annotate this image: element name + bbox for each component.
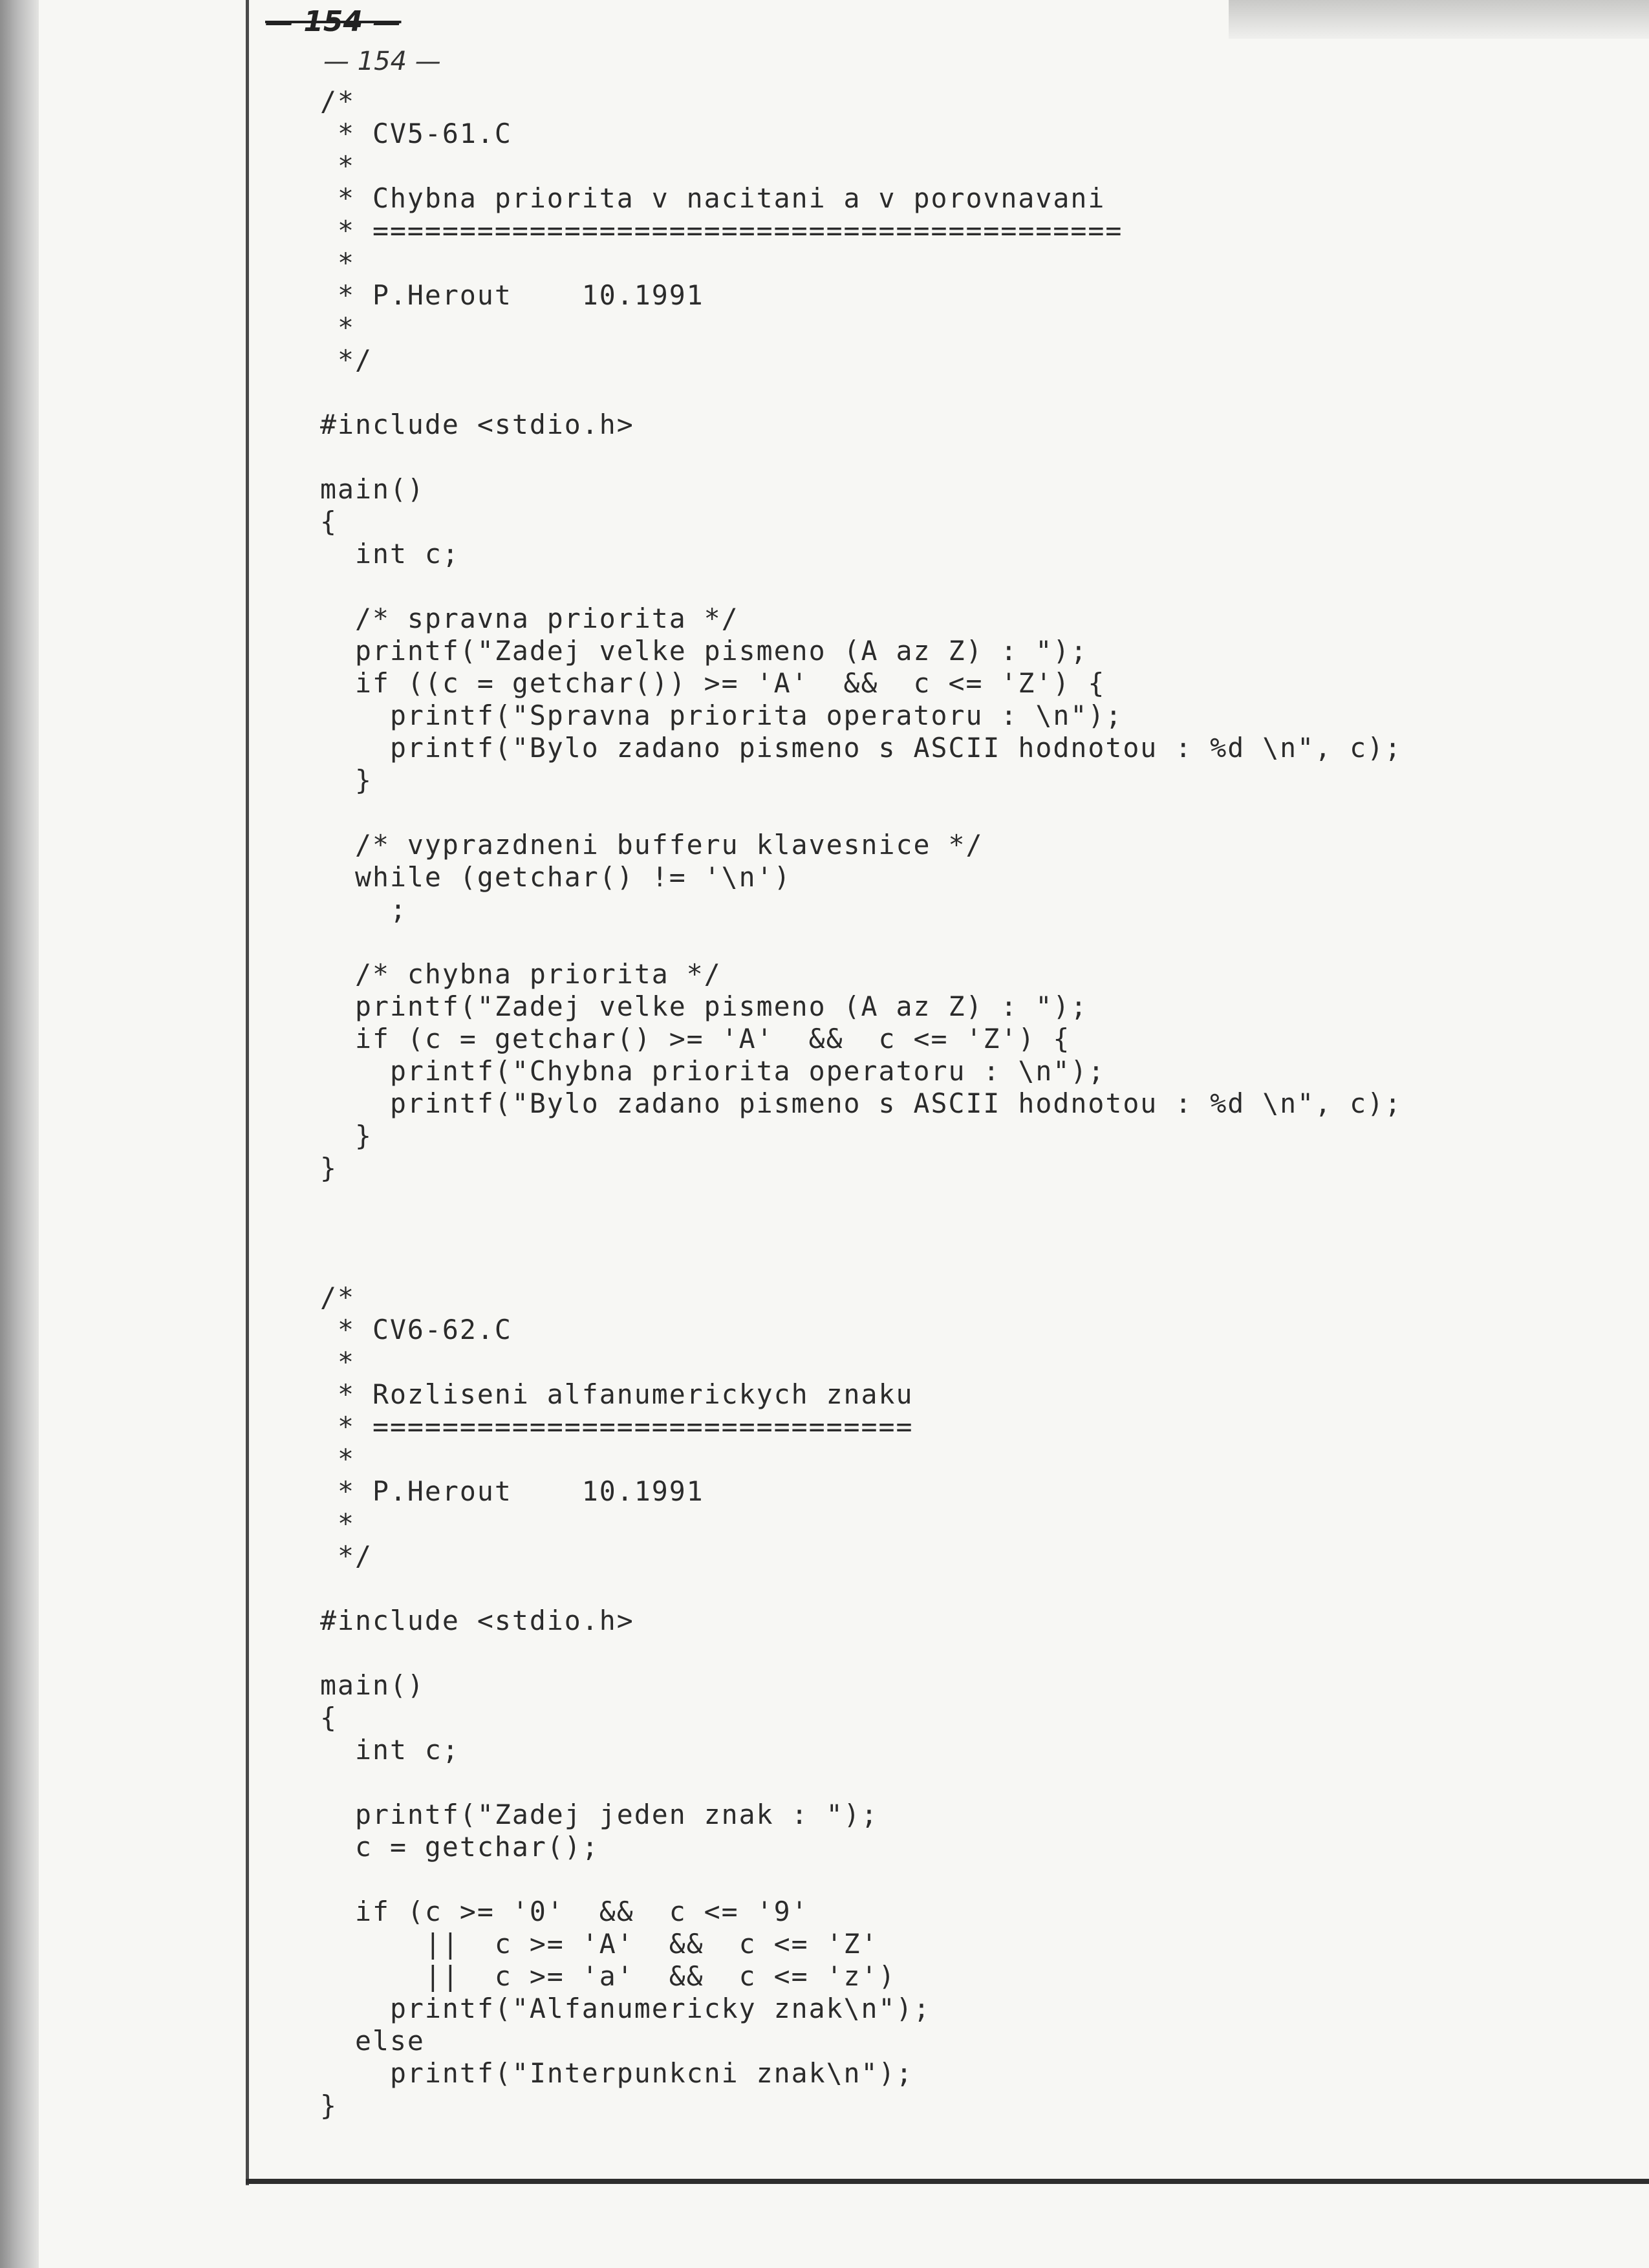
code-line: * CV6-62.C [320,1314,512,1345]
code-line: while (getchar() != '\n') [320,861,792,893]
code-line: main() [320,1669,425,1701]
code-line: } [320,764,372,796]
code-line [320,1766,1402,1799]
code-line: */ [320,1540,372,1572]
code-line: else [320,2025,425,2057]
code-line [320,1217,1402,1249]
code-line [320,1184,1402,1217]
code-line: * P.Herout 10.1991 [320,1475,704,1507]
code-line: { [320,1702,338,1733]
code-line: * [320,1443,355,1475]
code-line: if (c = getchar() >= 'A' && c <= 'Z') { [320,1023,1071,1054]
code-line: printf("Interpunkcni znak\n"); [320,2057,914,2089]
code-line: printf("Bylo zadano pismeno s ASCII hodnotou : %d \n", c); [320,732,1403,764]
code-line: int c; [320,1734,460,1766]
code-line: main() [320,473,425,505]
code-line: if ((c = getchar()) >= 'A' && c <= 'Z') { [320,667,1106,699]
code-line: */ [320,344,372,376]
code-line: int c; [320,538,460,570]
code-line: * [320,247,355,279]
code-line: printf("Bylo zadano pismeno s ASCII hodnotou : %d \n", c); [320,1087,1403,1119]
scanner-shadow-left [0,0,39,2268]
code-line: #include <stdio.h> [320,409,634,440]
printout-left-edge [246,0,249,2185]
scanner-shadow-top [1229,0,1649,39]
code-line: printf("Zadej jeden znak : "); [320,1799,879,1830]
page-number-struck: — 154 — [265,5,402,38]
code-line: || c >= 'A' && c <= 'Z' [320,1928,879,1960]
code-line: * P.Herout 10.1991 [320,279,704,311]
code-line: { [320,506,338,537]
code-line: * [320,150,355,182]
code-line [320,926,1402,958]
code-line: * Rozliseni alfanumerickych znaku [320,1378,914,1410]
code-line: * =============================== [320,1411,914,1442]
code-line [320,441,1402,473]
code-line: ; [320,893,407,925]
code-line: * CV5-61.C [320,118,512,149]
code-line [320,1637,1402,1669]
code-line: || c >= 'a' && c <= 'z') [320,1960,896,1992]
code-line: /* [320,1281,355,1313]
code-line [320,570,1402,603]
code-line: } [320,2090,338,2121]
code-line: /* vyprazdneni bufferu klavesnice */ [320,829,984,861]
code-line: printf("Alfanumericky znak\n"); [320,1993,931,2024]
code-line: * [320,1508,355,1539]
code-line: * Chybna priorita v nacitani a v porovnavani [320,182,1106,214]
code-line: printf("Zadej velke pismeno (A az Z) : "); [320,635,1088,667]
code-line: } [320,1120,372,1151]
code-line: * =========================================== [320,215,1123,246]
code-line: printf("Spravna priorita operatoru : \n"); [320,700,1123,731]
page-number: — 154 — [323,47,441,76]
code-line: * [320,312,355,343]
code-line: c = getchar(); [320,1831,599,1863]
code-line [320,376,1402,409]
code-line [320,1249,1402,1281]
code-line: } [320,1152,338,1184]
code-line: * [320,1346,355,1378]
code-line: printf("Zadej velke pismeno (A az Z) : "); [320,990,1088,1022]
code-line: /* [320,85,355,117]
code-listing [320,85,1402,2122]
code-line [320,1863,1402,1896]
code-line [320,1572,1402,1605]
printout-bottom-edge [246,2179,1649,2184]
code-line: printf("Chybna priorita operatoru : \n"); [320,1055,1106,1087]
code-line: /* chybna priorita */ [320,958,722,990]
code-line: if (c >= '0' && c <= '9' [320,1896,809,1927]
code-line [320,797,1402,829]
code-line: /* spravna priorita */ [320,603,739,634]
code-line: #include <stdio.h> [320,1605,634,1636]
